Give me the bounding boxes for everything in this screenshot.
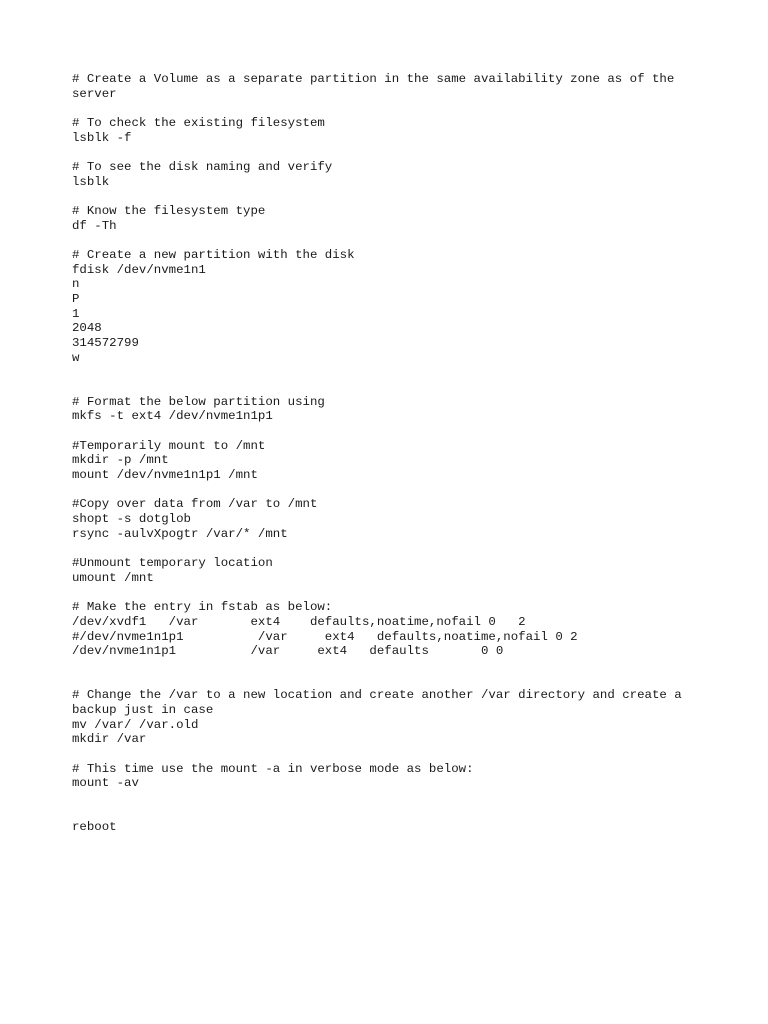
command-line: server	[72, 86, 117, 101]
command-line: mkdir /var	[72, 732, 147, 747]
blank-line	[72, 483, 712, 498]
command-line: 1	[72, 306, 80, 321]
command-line: /dev/nvme1n1p1 /var ext4 defaults 0 0	[72, 644, 504, 659]
blank-line	[72, 659, 712, 674]
comment-line: #/dev/nvme1n1p1 /var ext4 defaults,noatime,nofail 0 2	[72, 629, 578, 644]
blank-line	[72, 791, 712, 806]
command-line: reboot	[72, 820, 117, 835]
command-line: P	[72, 292, 80, 307]
comment-line: # This time use the mount -a in verbose mode as below:	[72, 761, 474, 776]
blank-line	[72, 101, 712, 116]
comment-line: # To check the existing filesystem	[72, 116, 325, 131]
comment-line: # Format the below partition using	[72, 394, 325, 409]
blank-line	[72, 365, 712, 380]
blank-line	[72, 806, 712, 821]
command-line: rsync -aulvXpogtr /var/* /mnt	[72, 526, 288, 541]
comment-line: # To see the disk naming and verify	[72, 160, 333, 175]
command-line: w	[72, 350, 80, 365]
command-line: lsblk -f	[72, 130, 132, 145]
command-line: backup just in case	[72, 702, 214, 717]
command-line: n	[72, 277, 80, 292]
blank-line	[72, 674, 712, 689]
blank-line	[72, 189, 712, 204]
comment-line: # Know the filesystem type	[72, 204, 266, 219]
command-line: mount -av	[72, 776, 139, 791]
command-line: lsblk	[72, 174, 110, 189]
command-line: 314572799	[72, 336, 139, 351]
comment-line: #Unmount temporary location	[72, 556, 273, 571]
command-line: mount /dev/nvme1n1p1 /mnt	[72, 468, 258, 483]
command-line: /dev/xvdf1 /var ext4 defaults,noatime,nofail 0 2	[72, 614, 526, 629]
blank-line	[72, 424, 712, 439]
command-line: fdisk /dev/nvme1n1	[72, 262, 206, 277]
blank-line	[72, 542, 712, 557]
blank-line	[72, 233, 712, 248]
command-line: mv /var/ /var.old	[72, 717, 199, 732]
blank-line	[72, 380, 712, 395]
command-line: 2048	[72, 321, 102, 336]
blank-line	[72, 145, 712, 160]
command-line: df -Th	[72, 218, 117, 233]
command-line: umount /mnt	[72, 570, 154, 585]
comment-line: #Temporarily mount to /mnt	[72, 438, 266, 453]
command-line: mkfs -t ext4 /dev/nvme1n1p1	[72, 409, 273, 424]
command-line: mkdir -p /mnt	[72, 453, 169, 468]
document-body	[72, 72, 712, 835]
blank-line	[72, 586, 712, 601]
comment-line: # Make the entry in fstab as below:	[72, 600, 333, 615]
comment-line: #Copy over data from /var to /mnt	[72, 497, 318, 512]
command-line: shopt -s dotglob	[72, 512, 191, 527]
comment-line: # Create a Volume as a separate partition in the same availability zone as of the	[72, 72, 675, 86]
blank-line	[72, 747, 712, 762]
comment-line: # Change the /var to a new location and create another /var directory and create a	[72, 688, 682, 703]
comment-line: # Create a new partition with the disk	[72, 248, 355, 263]
